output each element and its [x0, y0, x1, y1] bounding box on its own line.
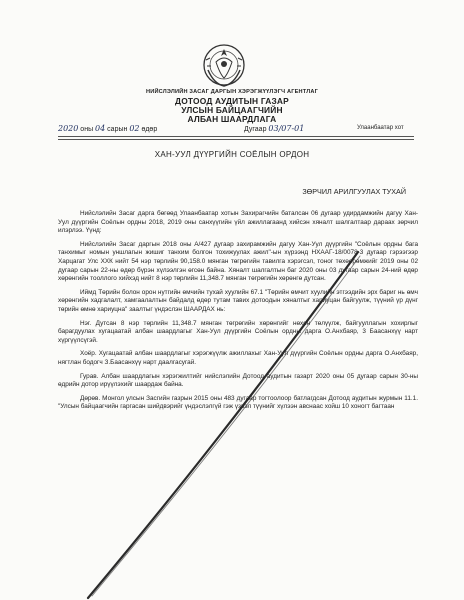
- paragraph-legal-basis: Иймд Төрийн болон орон нутгийн өмчийн тухай хуулийн 67.1 "Төрийн өмчит хуулийн этгээдийн эрх бариг нь өмч хөрөнгийн хадгалалт, хамгаалалтын байдалд өдөр тутам тавих дотоодын хяналтыг хариуцан байгуулж, түүний үр дүнг төрийн өмнө хариуцна" заалтыг үндэслэн ШААРДАХ нь:: [58, 288, 418, 313]
- date-month: 04: [95, 124, 106, 133]
- paragraph-intro: Нийслэлийн Засаг дарга бөгөөд Улаанбаатар хотын Захирагчийн баталсан 06 дугаар удирдамжийн дагуу Хан-Уул дүүргийн Соёлын ордны 2018, 2019 оны санхүүгийн үйл ажиллагаанд хийсэн хяналт шалгалтаар дараах зөрчил илэрлээ. Үүнд:: [58, 210, 418, 235]
- paragraph-demand-three: Гурав. Албан шаардлагын хэрэгжилтийг нийслэлийн Дотоод аудитын газарт 2020 оны 05 дугаар сарын 30-ны өдрийн дотор ирүүлэхийг шаардаж байна.: [58, 372, 418, 389]
- paragraph-demand-one: Нэг. Дутсан 8 нэр төрлийн 11,348.7 мянган төгрөгийн хөрөнгийг нөхөн төлүүлж, байгууллагын хохирлыг барагдуулах хугацаатай албан шаардлагыг Хан-Уул дүүргийн Соёлын ордны дарга О.Анхбаяр, 3 Баасанхүү нарт хүргүүлсүгэй.: [58, 319, 418, 344]
- paragraph-findings: Нийслэлийн Засаг даргын 2018 оны А/427 дугаар захирамжийн дагуу Хан-Уул дүүргийн "Соёлын ордны бага танхимыг номын уншлагын жишиг танхим болгон тохижуулах ажил"-ын хүрээнд НХААГ-18/0078-3 дугаар гэрээгээр Харцагат Улс ХХК нийт 54 нэр төрлийн 90,158.0 мянган төгрөгийн тавилга хэрэгсэл, тоног төхөөрөмжийг 2019 оны 02 дугаар сарын 22-ны өдөр бүрэн хүлээлгэн өгсөн байна. Хяналт шалгалтын баг 2020 оны 03 дугаар сарын 24-ний өдөр хөрөнгийн тооллого хийхэд нийт 8 нэр төрлийн 11,348.7 мянган төгрөгийн хөрөнгө дутсан.: [58, 240, 418, 283]
- reference-number: [244, 124, 304, 133]
- date-sep-month: сарын: [105, 126, 130, 133]
- subject-line: ЗӨРЧИЛ АРИЛГУУЛАХ ТУХАЙ: [302, 187, 406, 196]
- date-year: 2020: [58, 124, 79, 133]
- document-body: [58, 210, 418, 417]
- parent-agency-name: НИЙСЛЭЛИЙН ЗАСАГ ДАРГЫН ХЭРЭГЖҮҮЛЭГЧ АГЕНТЛАГ: [146, 89, 318, 95]
- document-date: [58, 124, 157, 133]
- document-type: АЛБАН ШААРДЛАГА: [187, 114, 277, 124]
- inspector-title: УЛСЫН БАЙЦААГЧИЙН: [181, 105, 283, 115]
- state-emblem-icon: [200, 40, 248, 92]
- header-divider: [58, 136, 414, 137]
- date-sep-day: өдөр: [139, 126, 158, 133]
- header-divider-secondary: [58, 139, 414, 140]
- date-day: 02: [129, 124, 140, 133]
- reference-label: Дугаар: [244, 126, 269, 133]
- paragraph-demand-four: Дөрөв. Монгол улсын Засгийн газрын 2015 оны 483 дугаар тогтоолоор батлагдсан Дотоод аудитын журмын 11.1. "Улсын байцаагчийн гаргасан шийдвэрийг үндэслэлгүй гэж үзвэл түүнийг хүлээн авснаас хойш 10 хоногт багтаан: [58, 394, 418, 411]
- paragraph-demand-two: Хоёр. Хугацаатай албан шаардлагыг хэрэгжүүлж ажиллахыг Хан-Уул дүүргийн Соёлын ордны дарга О.Анхбаяр, нягтлан бодогч З.Баасанхүү нарт даалгасугай.: [58, 350, 418, 366]
- reference-value: 03/07-01: [268, 124, 305, 133]
- issue-city: Улаанбаатар хот: [357, 125, 404, 131]
- recipient: ХАН-УУЛ ДҮҮРГИЙН СОЁЛЫН ОРДОН: [154, 150, 310, 159]
- date-sep-year: оны: [78, 126, 96, 133]
- department-name: ДОТООД АУДИТЫН ГАЗАР: [175, 96, 289, 106]
